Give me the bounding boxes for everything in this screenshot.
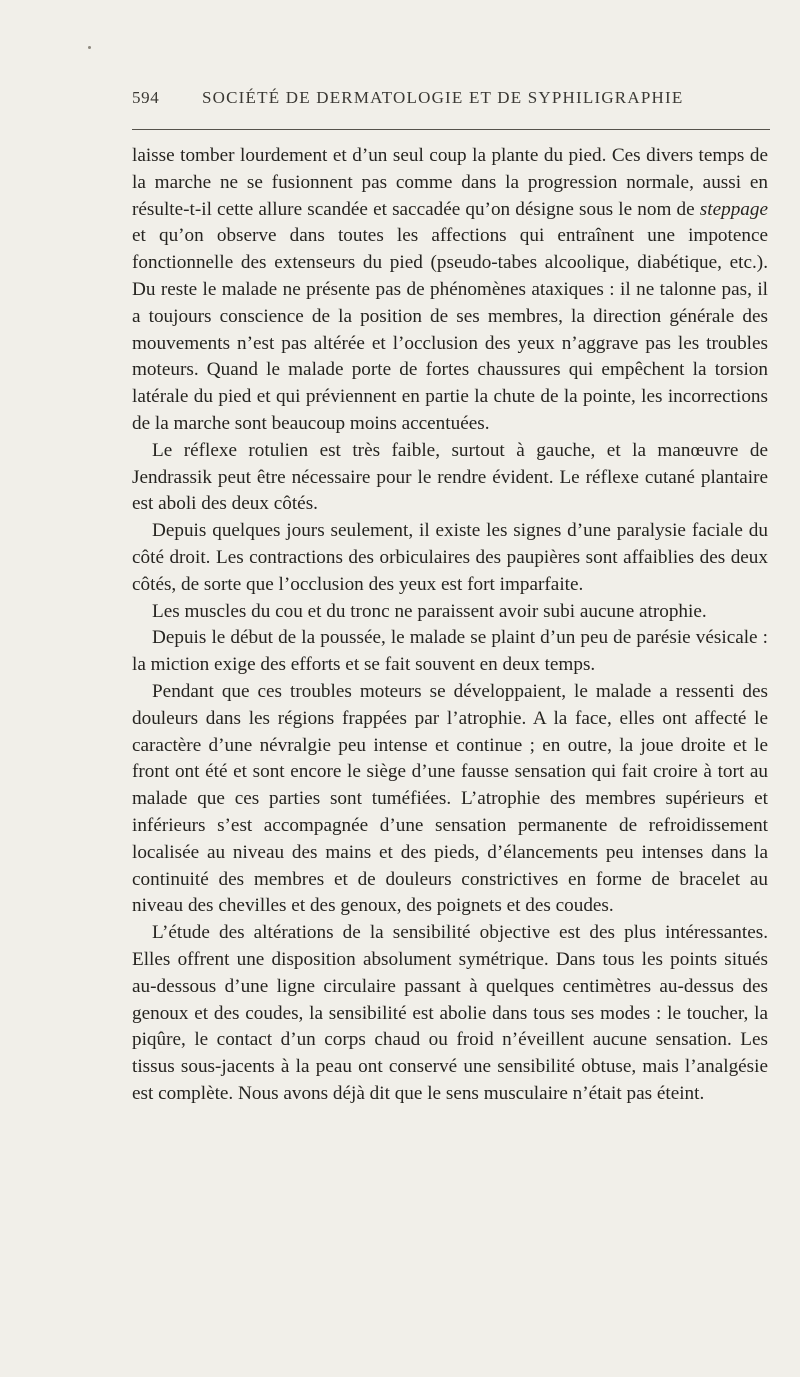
print-speck: [88, 46, 91, 49]
header-rule: [132, 129, 770, 130]
paragraph: Les muscles du cou et du tronc ne paraissent avoir subi aucune atrophie.: [152, 600, 707, 622]
paragraph: Le réflexe rotulien est très faible, surtout à gauche, et la manœuvre de Jendrassik peut être nécessaire pour le rendre évident. Le réflexe cutané plantaire est aboli des deux côtés.: [132, 439, 768, 515]
paragraph: Pendant que ces troubles moteurs se développaient, le malade a ressenti des douleurs dans les régions frappées par l’atrophie. A la face, elles ont affecté le caractère d’une névralgie peu intense et continue ; en outre, la joue droite et le front ont été et sont encore le siège d’une fausse sensation qui fait croire à tort au malade que ces parties sont tuméfiées. L’atrophie des membres supérieurs et inférieurs s’est accompagnée d’une sensation permanente de refroidissement localisée au niveau des mains et des pieds, d’élancements peu intenses dans la continuité des membres et de douleurs constrictives en forme de bracelet au niveau des chevilles et des genoux, des poignets et des coudes.: [132, 680, 768, 917]
paragraph: L’étude des altérations de la sensibilité objective est des plus intéressantes. Elles offrent une disposition absolument symétrique. Dans tous les points situés au-dessous d’une ligne circulaire passant à quelques centimètres au-dessus des genoux et des coudes, la sensibilité est abolie dans tous ses modes : le toucher, la piqûre, le contact d’un corps chaud ou froid n’éveillent aucune sensation. Les tissus sous-jacents à la peau ont conservé une sensibilité obtuse, mais l’analgésie est complète. Nous avons déjà dit que le sens musculaire n’était pas éteint.: [132, 922, 768, 1104]
body-text: [132, 143, 768, 1108]
paragraph: Depuis le début de la poussée, le malade se plaint d’un peu de parésie vésicale : la miction exige des efforts et se fait souvent en deux temps.: [132, 627, 768, 676]
paragraph: Depuis quelques jours seulement, il existe les signes d’une paralysie faciale du côté droit. Les contractions des orbiculaires des paupières sont affaiblies des deux côtés, de sorte que l’occlusion des yeux est fort imparfaite.: [132, 520, 768, 595]
italic-term: steppage: [699, 198, 768, 220]
paragraph-continuation: [132, 143, 768, 438]
paragraph-text: laisse tomber lourdement et d’un seul coup la plante du pied. Ces divers temps de la marche ne se fusionnent pas comme dans la progression normale, aussi en résulte-t-il cette allure scandée et saccadée qu’on désigne sous le nom de: [132, 145, 768, 220]
running-head: [132, 88, 768, 118]
paragraph-text: et qu’on observe dans toutes les affections qui entraînent une impotence fonctionnelle des extenseurs du pied (pseudo-tabes alcoolique, diabétique, etc.). Du reste le malade ne présente pas de phénomènes ataxiques : il ne talonne pas, il a toujours conscience de la position de ses membres, la direction générale des mouvements n’est pas altérée et l’occlusion des yeux n’aggrave pas les troubles moteurs. Quand le malade porte de fortes chaussures qui empêchent la torsion latérale du pied et qui préviennent en partie la chute de la pointe, les incorrections de la marche sont beaucoup moins accentuées.: [132, 225, 768, 434]
journal-title: SOCIÉTÉ DE DERMATOLOGIE ET DE SYPHILIGRAPHIE: [202, 88, 684, 107]
page-number: 594: [132, 88, 160, 107]
